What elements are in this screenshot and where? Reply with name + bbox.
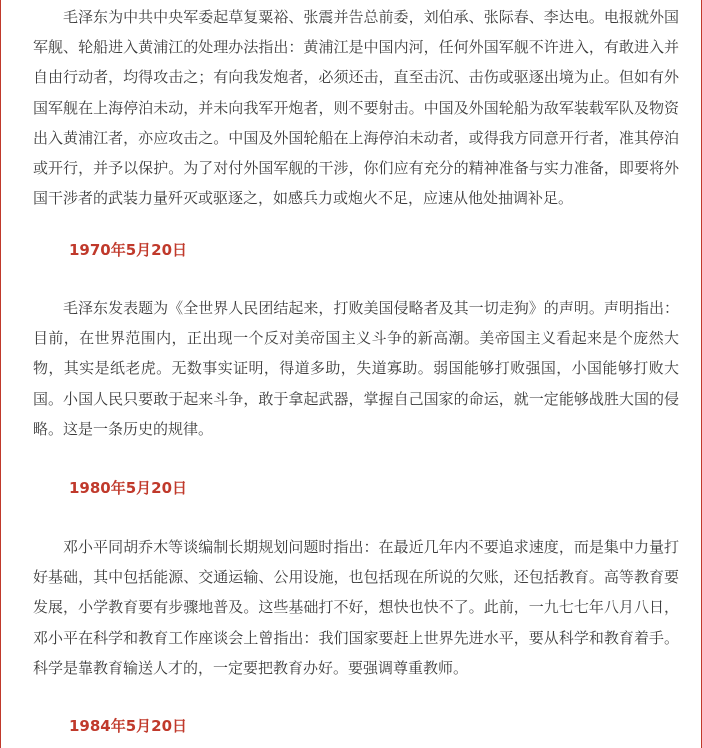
paragraph-1970-statement: 毛泽东发表题为《全世界人民团结起来，打败美国侵略者及其一切走狗》的声明。声明指出：目前，在世界范围内，正出现一个反对美帝国主义斗争的新高潮。美帝国主义看起来是个庞然大物，其实是纸老虎。无数事实证明，得道多助，失道寡助。弱国能够打败强国，小国能够打败大国。小国人民只要敢于起来斗争，敢于拿起武器，掌握自己国家的命运，就一定能够战胜大国的侵略。这是一条历史的规律。 xyxy=(33,299,679,438)
date-heading-1984: 1984年5月20日 xyxy=(69,717,188,735)
paragraph-1949-shanghai-telegram: 毛泽东为中共中央军委起草复粟裕、张震并告总前委，刘伯承、张际春、李达电。电报就外国军舰、轮船进入黄浦江的处理办法指出：黄浦江是中国内河，任何外国军舰不许进入，有敢进入并自由行动者，均得攻击之；有向我发炮者，必须还击，直至击沉、击伤或驱逐出境为止。但如有外国军舰在上海停泊未动，并未向我军开炮者，则不要射击。中国及外国轮船为敌军装载军队及物资出入黄浦江者，亦应攻击之。中国及外国轮船在上海停泊未动者，或得我方同意开行者，准其停泊或开行，并予以保护。为了对付外国军舰的干涉，你们应有充分的精神准备与实力准备，即要将外国干涉者的武装力量歼灭或驱逐之，如感兵力或炮火不足，应速从他处抽调补足。 xyxy=(33,8,679,208)
date-heading-1980: 1980年5月20日 xyxy=(69,479,188,497)
date-heading-1970: 1970年5月20日 xyxy=(69,241,188,259)
paragraph-1980-planning: 邓小平同胡乔木等谈编制长期规划问题时指出：在最近几年内不要追求速度，而是集中力量打好基础，其中包括能源、交通运输、公用设施，也包括现在所说的欠账，还包括教育。高等教育要发展，小学教育要有步骤地普及。这些基础打不好，想快也快不了。此前，一九七七年八月八日，邓小平在科学和教育工作座谈会上曾指出：我们国家要赶上世界先进水平，要从科学和教育着手。科学是靠教育输送人才的，一定要把教育办好。要强调尊重教师。 xyxy=(33,538,679,677)
